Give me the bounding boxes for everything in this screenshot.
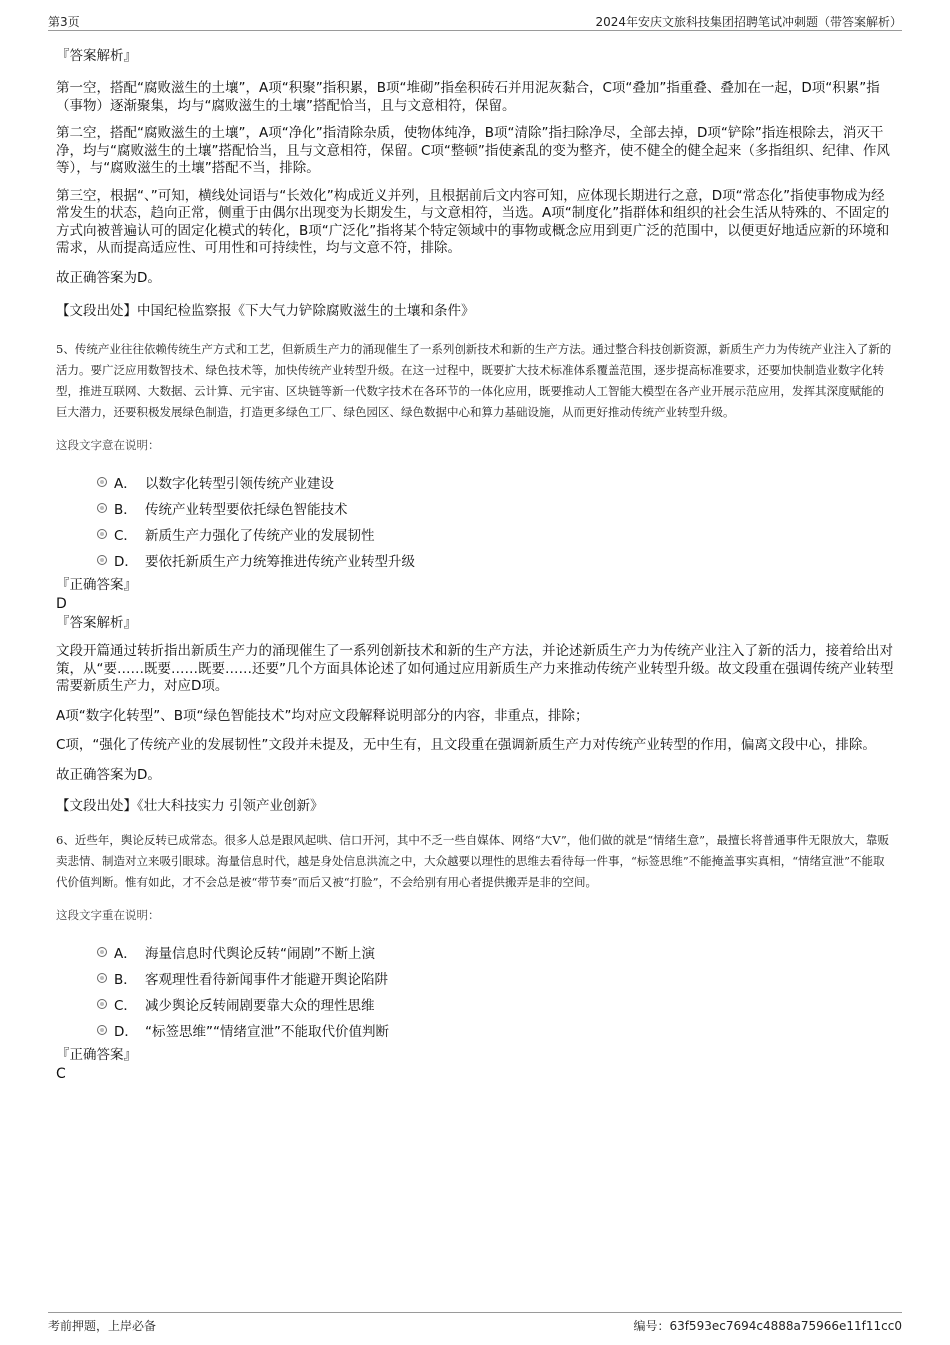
q4-conclusion: 故正确答案为D。 (56, 269, 161, 286)
radio-icon[interactable] (97, 503, 107, 513)
option-text: 客观理性看待新闻事件才能避开舆论陷阱 (145, 972, 388, 988)
q4-analysis-label: 『答案解析』 (56, 48, 137, 64)
q6-question: 6、近些年，舆论反转已成常态。很多人总是跟风起哄、信口开河，其中不乏一些自媒体、网络“大V”，他们做的就是“情绪生意”，最擅长将普通事件无限放大，靠贩卖悲情、制造对立来吸引眼球。海量信息时代，越是身处信息洪流之中，大众越要以理性的思维去看待每一件事，“标签思维”不能掩盖事实真相，“情绪宣泄”不能取代价值判断。惟有如此，才不会总是被“带节奏”而后又被“打脸”，不会给别有用心者提供搬弄是非的空间。 (56, 833, 890, 889)
radio-icon[interactable] (97, 529, 107, 539)
q6-option-d[interactable] (56, 1017, 894, 1043)
q5-conclusion: 故正确答案为D。 (56, 766, 161, 783)
option-text: 新质生产力强化了传统产业的发展韧性 (145, 528, 375, 544)
option-text: 海量信息时代舆论反转“闹剧”不断上演 (145, 946, 375, 962)
page-footer (48, 1312, 902, 1335)
q5-analysis-paragraph-1: 文段开篇通过转折指出新质生产力的涌现催生了一系列创新技术和新的生产方法，并论述新质生产力为传统产业注入了新的活力，接着给出对策，从“要……既要……既要……还要”几个方面具体论述了如何通过应用新质生产力来推动传统产业转型升级。故文段重在强调传统产业转型需要新质生产力，对应D项。 (56, 643, 894, 694)
option-letter: C． (114, 998, 137, 1014)
option-letter: B． (114, 972, 137, 988)
option-letter: A． (114, 476, 137, 492)
q6-option-a[interactable] (56, 939, 894, 965)
page-content (56, 46, 894, 1083)
radio-icon[interactable] (97, 555, 107, 565)
q5-analysis-paragraph-3: C项，“强化了传统产业的发展韧性”文段并未提及，无中生有，且文段重在强调新质生产力对传统产业转型的作用，偏离文段中心，排除。 (56, 737, 876, 753)
option-text: “标签思维”“情绪宣泄”不能取代价值判断 (145, 1024, 389, 1040)
q5-option-d[interactable] (56, 547, 894, 573)
q6-options (56, 939, 894, 1043)
footer-slogan: 考前押题，上岸必备 (48, 1319, 157, 1333)
q5-answer: D (56, 596, 67, 612)
q5-analysis-label: 『答案解析』 (56, 615, 137, 631)
q4-analysis-paragraph-3: 第三空，根据“、”可知，横线处词语与“长效化”构成近义并列，且根据前后文内容可知，应体现长期进行之意，D项“常态化”指使事物成为经常发生的状态，趋向正常，侧重于由偶尔出现变为长期发生，与文意相符，当选。A项“制度化”指群体和组织的社会生活从特殊的、不固定的方式向被普遍认可的固定化模式的转化，B项“广泛化”指将某个特定领域中的事物或概念应用到更广泛的范围中，以便更好地适应新的环境和需求，从而提高适应性、可用性和可持续性，均与文意不符，排除。 (56, 187, 890, 256)
q4-source: 【文段出处】中国纪检监察报《下大气力铲除腐败滋生的土壤和条件》 (56, 303, 475, 319)
q5-option-a[interactable] (56, 469, 894, 495)
radio-icon[interactable] (97, 999, 107, 1009)
q4-analysis-paragraph-1: 第一空，搭配“腐败滋生的土壤”，A项“积聚”指积累，B项“堆砌”指垒积砖石并用泥灰黏合，C项“叠加”指重叠、叠加在一起，D项“积累”指（事物）逐渐聚集，均与“腐败滋生的土壤”搭配恰当，且与文意相符，保留。 (56, 80, 880, 114)
option-letter: C． (114, 528, 137, 544)
radio-icon[interactable] (97, 477, 107, 487)
q5-analysis-paragraph-2: A项“数字化转型”、B项“绿色智能技术”均对应文段解释说明部分的内容，非重点，排除； (56, 707, 589, 724)
option-text: 要依托新质生产力统筹推进传统产业转型升级 (145, 554, 415, 570)
option-letter: D． (114, 1024, 138, 1040)
radio-icon[interactable] (97, 947, 107, 957)
option-letter: A． (114, 946, 137, 962)
option-letter: B． (114, 502, 137, 518)
document-id: 编号：63f593ec7694c4888a75966e11f11cc0 (633, 1319, 902, 1333)
page-header (48, 10, 902, 31)
q5-option-c[interactable] (56, 521, 894, 547)
option-text: 以数字化转型引领传统产业建设 (145, 476, 334, 492)
document-title: 2024年安庆文旅科技集团招聘笔试冲刺题（带答案解析） (595, 15, 902, 29)
q5-stem: 这段文字意在说明： (56, 438, 160, 452)
radio-icon[interactable] (97, 973, 107, 983)
q6-answer-label: 『正确答案』 (56, 1047, 137, 1063)
q5-options (56, 469, 894, 573)
q5-option-b[interactable] (56, 495, 894, 521)
q6-option-c[interactable] (56, 991, 894, 1017)
q5-source: 【文段出处】《壮大科技实力 引领产业创新》 (56, 798, 324, 814)
q5-answer-label: 『正确答案』 (56, 577, 137, 593)
q6-answer: C (56, 1066, 66, 1082)
option-text: 减少舆论反转闹剧要靠大众的理性思维 (145, 998, 375, 1014)
radio-icon[interactable] (97, 1025, 107, 1035)
q5-question: 5、传统产业往往依赖传统生产方式和工艺，但新质生产力的涌现催生了一系列创新技术和新的生产方法。通过整合科技创新资源，新质生产力为传统产业注入了新的活力。要广泛应用数智技术、绿色技术等，加快传统产业转型升级。在这一过程中，既要扩大技术标准体系覆盖范围，逐步提高标准要求，还要加快制造业数字化转型，推进互联网、大数据、云计算、元宇宙、区块链等新一代数字技术在各环节的一体化应用，既要推动人工智能大模型在各产业开展示范应用，发挥其深度赋能的巨大潜力，还要积极发展绿色制造，打造更多绿色工厂、绿色园区、绿色数据中心和算力基础设施，从而更好推动传统产业转型升级。 (56, 342, 892, 419)
option-letter: D． (114, 554, 138, 570)
page-number: 第3页 (48, 15, 80, 29)
q6-stem: 这段文字重在说明： (56, 908, 160, 922)
q4-analysis-paragraph-2: 第二空，搭配“腐败滋生的土壤”，A项“净化”指清除杂质，使物体纯净，B项“清除”指扫除净尽，全部去掉，D项“铲除”指连根除去，消灭干净，均与“腐败滋生的土壤”搭配恰当，且与文意相符，保留。C项“整顿”指使紊乱的变为整齐，使不健全的健全起来（多指组织、纪律、作风等），与“腐败滋生的土壤”搭配不当，排除。 (56, 125, 890, 176)
q6-option-b[interactable] (56, 965, 894, 991)
option-text: 传统产业转型要依托绿色智能技术 (145, 502, 348, 518)
